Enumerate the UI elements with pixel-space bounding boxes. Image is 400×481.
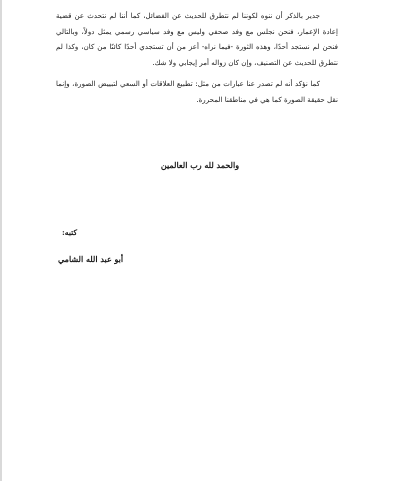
closing-line: والحمد لله رب العالمين — [160, 160, 240, 170]
page-left-edge — [0, 0, 2, 481]
document-body — [56, 8, 338, 108]
author-name: أبو عبد الله الشامي — [58, 254, 124, 264]
body-paragraph-1: جدير بالذكر أن ننوه لكوننا لم نتطرق للحديث عن الفضائل، كما أننا لم نتحدث عن قضية إعادة الإعمار، فنحن نجلس مع وفد صحفي وليس مع وفد سياسي رسمي يمثل دولاً، وبالتالي فنحن لم نستجد أحدًا، وهذه الثورة -فيما نراه- أعز من أن تستجدي أحدًا كائنًا من كان، وكذا لم نتطرق للحديث عن التصنيف، وإن كان زواله أمر إيجابي ولا شك. — [56, 11, 338, 67]
signature-label: كتبه: — [62, 228, 78, 237]
body-paragraph-2: كما نؤكد أنه لم تصدر عنا عبارات من مثل: تطبيع العلاقات أو السعي لتبييض الصورة، وإنما نقل حقيقة الصورة كما هي في مناطقنا المحررة. — [56, 79, 338, 104]
